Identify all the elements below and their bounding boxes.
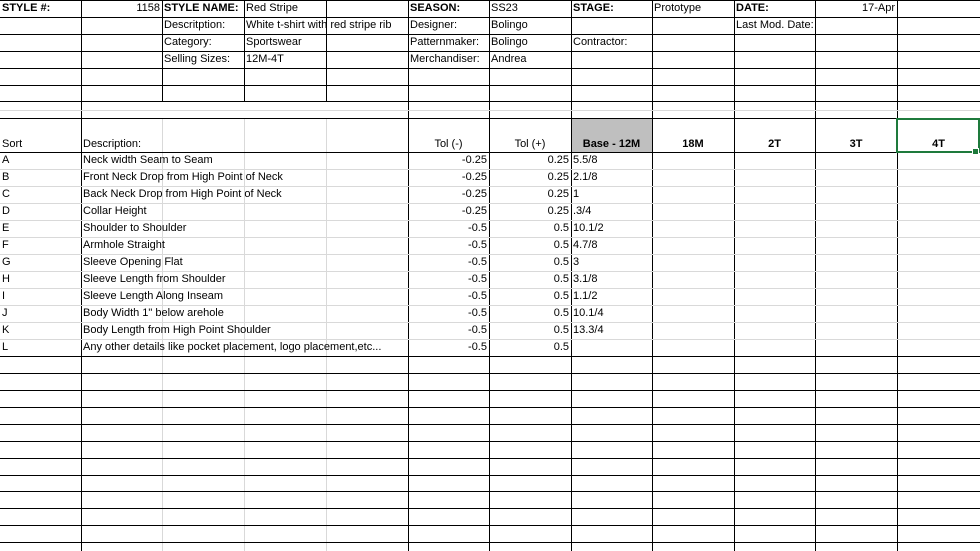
description-cell[interactable]: Armhole Straight — [83, 239, 165, 251]
date-label[interactable]: DATE: — [736, 2, 769, 14]
merchandiser-value[interactable]: Andrea — [491, 53, 527, 65]
sort-cell[interactable]: A — [2, 154, 10, 166]
base-header[interactable]: Base - 12M — [582, 138, 641, 150]
base-cell[interactable]: 10.1/2 — [573, 222, 604, 234]
description-cell[interactable]: Neck width Seam to Seam — [83, 154, 213, 166]
size-18m-header[interactable]: 18M — [682, 138, 704, 150]
grid-line — [0, 390, 980, 391]
tol-minus-cell[interactable]: -0.5 — [468, 273, 487, 285]
date-value[interactable]: 17-Apr — [861, 2, 895, 14]
grid-line — [0, 373, 980, 374]
tol-minus-cell[interactable]: -0.5 — [468, 341, 487, 353]
patternmaker-value[interactable]: Bolingo — [491, 36, 528, 48]
base-cell[interactable]: 13.3/4 — [573, 324, 604, 336]
tol-plus-cell[interactable]: 0.5 — [553, 324, 569, 336]
selling-sizes-value[interactable]: 12M-4T — [246, 53, 284, 65]
size-2t-header[interactable]: 2T — [768, 138, 781, 150]
merchandiser-label[interactable]: Merchandiser: — [410, 53, 480, 65]
base-cell[interactable]: 4.7/8 — [573, 239, 598, 251]
grid-line — [0, 525, 980, 526]
description-cell[interactable]: Back Neck Drop from High Point of Neck — [83, 188, 282, 200]
grid-line — [0, 68, 980, 69]
sort-cell[interactable]: J — [2, 307, 8, 319]
style-number[interactable]: 1158 — [136, 2, 160, 14]
grid-line — [0, 475, 980, 476]
grid-line — [0, 356, 980, 357]
tol-plus-cell[interactable]: 0.5 — [553, 256, 569, 268]
grid-line — [0, 407, 980, 408]
grid-line — [0, 101, 980, 102]
sort-cell[interactable]: H — [2, 273, 10, 285]
base-cell[interactable]: 3 — [573, 256, 580, 268]
tol-plus-cell[interactable]: 0.25 — [547, 205, 569, 217]
tol-plus-cell[interactable]: 0.5 — [553, 341, 569, 353]
sort-cell[interactable]: I — [2, 290, 6, 302]
sort-cell[interactable]: C — [2, 188, 10, 200]
sort-cell[interactable]: L — [2, 341, 9, 353]
last-mod-label[interactable]: Last Mod. Date: — [736, 19, 814, 31]
tol-minus-cell[interactable]: -0.25 — [461, 154, 487, 166]
base-cell[interactable]: 10.1/4 — [573, 307, 604, 319]
tol-plus-cell[interactable]: 0.5 — [553, 273, 569, 285]
grid-line — [734, 0, 735, 551]
tol-minus-cell[interactable]: -0.5 — [468, 256, 487, 268]
stage-value[interactable]: Prototype — [654, 2, 702, 14]
tol-plus-cell[interactable]: 0.25 — [547, 188, 569, 200]
description-value[interactable]: White t-shirt with red stripe rib — [246, 19, 392, 31]
tol-plus-cell[interactable]: 0.25 — [547, 171, 569, 183]
sort-cell[interactable]: K — [2, 324, 10, 336]
sort-cell[interactable]: B — [2, 171, 10, 183]
tol-minus-cell[interactable]: -0.25 — [461, 171, 487, 183]
base-cell[interactable]: 1.1/2 — [573, 290, 598, 302]
base-cell[interactable]: 1 — [573, 188, 580, 200]
grid-line — [0, 491, 980, 492]
grid-line — [0, 118, 980, 119]
fill-handle[interactable] — [972, 148, 979, 155]
grid-line — [0, 110, 980, 111]
base-cell[interactable]: 2.1/8 — [573, 171, 598, 183]
description-cell[interactable]: Sleeve Length from Shoulder — [83, 273, 226, 285]
tol-minus-cell[interactable]: -0.5 — [468, 324, 487, 336]
tol-plus-header[interactable]: Tol (+) — [514, 138, 546, 150]
base-cell[interactable]: .3/4 — [573, 205, 592, 217]
tol-minus-cell[interactable]: -0.25 — [461, 188, 487, 200]
style-name-value[interactable]: Red Stripe — [246, 2, 298, 14]
base-cell[interactable]: 5.5/8 — [573, 154, 598, 166]
sort-cell[interactable]: F — [2, 239, 9, 251]
designer-label[interactable]: Designer: — [410, 19, 458, 31]
base-cell[interactable]: 3.1/8 — [573, 273, 598, 285]
tol-plus-cell[interactable]: 0.25 — [547, 154, 569, 166]
description-cell[interactable]: Any other details like pocket placement, logo placement,etc... — [83, 341, 382, 353]
designer-value[interactable]: Bolingo — [491, 19, 528, 31]
selling-sizes-label[interactable]: Selling Sizes: — [164, 53, 231, 65]
tol-minus-cell[interactable]: -0.5 — [468, 239, 487, 251]
size-4t-header[interactable]: 4T — [932, 138, 945, 150]
grid-line — [0, 85, 980, 86]
sort-cell[interactable]: G — [2, 256, 11, 268]
tol-minus-cell[interactable]: -0.5 — [468, 307, 487, 319]
grid-line — [0, 542, 980, 543]
description-cell[interactable]: Sleeve Opening Flat — [83, 256, 183, 268]
sort-cell[interactable]: D — [2, 205, 10, 217]
size-3t-header[interactable]: 3T — [849, 138, 863, 150]
sort-header[interactable]: Sort — [2, 138, 23, 150]
description-header[interactable]: Description: — [83, 138, 142, 150]
description-cell[interactable]: Shoulder to Shoulder — [83, 222, 187, 234]
grid-line — [0, 424, 980, 425]
description-cell[interactable]: Sleeve Length Along Inseam — [83, 290, 224, 302]
description-cell[interactable]: Body Width 1" below arehole — [83, 307, 224, 319]
grid-line — [0, 508, 980, 509]
description-cell[interactable]: Front Neck Drop from High Point of Neck — [83, 171, 283, 183]
patternmaker-label[interactable]: Patternmaker: — [410, 36, 480, 48]
season-value[interactable]: SS23 — [491, 2, 518, 14]
grid-line — [652, 0, 653, 551]
tol-plus-cell[interactable]: 0.5 — [553, 239, 569, 251]
tol-plus-cell[interactable]: 0.5 — [553, 290, 569, 302]
description-label[interactable]: Descritption: — [164, 19, 226, 31]
category-value[interactable]: Sportswear — [246, 36, 302, 48]
grid-line — [815, 0, 816, 551]
style-label[interactable]: STYLE #: — [2, 2, 51, 14]
category-label[interactable]: Category: — [164, 36, 212, 48]
season-label[interactable]: SEASON: — [410, 2, 461, 14]
tol-plus-cell[interactable]: 0.5 — [553, 307, 569, 319]
tol-minus-cell[interactable]: -0.5 — [468, 222, 487, 234]
stage-label[interactable]: STAGE: — [573, 2, 614, 14]
description-cell[interactable]: Collar Height — [83, 205, 147, 217]
contractor-label[interactable]: Contractor: — [573, 36, 628, 48]
grid-line — [0, 441, 980, 442]
sort-cell[interactable]: E — [2, 222, 10, 234]
tol-plus-cell[interactable]: 0.5 — [553, 222, 569, 234]
tol-minus-cell[interactable]: -0.5 — [468, 290, 487, 302]
grid-line — [897, 0, 898, 551]
grid-line — [0, 458, 980, 459]
description-cell[interactable]: Body Length from High Point Shoulder — [83, 324, 271, 336]
selected-cell-outline — [896, 118, 980, 153]
style-name-label[interactable]: STYLE NAME: — [164, 2, 239, 14]
tol-minus-header[interactable]: Tol (-) — [434, 138, 463, 150]
tol-minus-cell[interactable]: -0.25 — [461, 205, 487, 217]
